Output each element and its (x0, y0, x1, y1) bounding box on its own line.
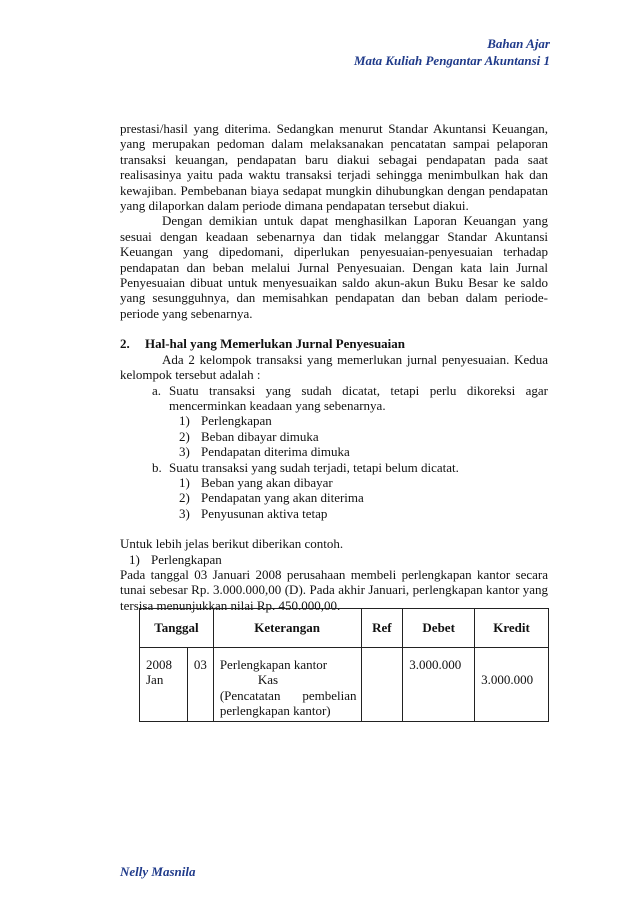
cell-ref (361, 648, 403, 722)
header-course-title: Mata Kuliah Pengantar Akuntansi 1 (353, 53, 550, 68)
section-title: Hal-hal yang Memerlukan Jurnal Penyesuaian (145, 336, 406, 352)
account-debit: Perlengkapan kantor (219, 657, 328, 672)
cell-debet: 3.000.000 (403, 648, 475, 722)
header-debet: Debet (403, 609, 475, 648)
example-heading (129, 552, 548, 567)
list-item (179, 429, 548, 444)
example-label: 1) (129, 551, 140, 567)
header-course-type: Bahan Ajar (487, 36, 550, 51)
cell-year-month (140, 648, 188, 722)
example-title: Perlengkapan (151, 551, 222, 567)
item-text: Pendapatan diterima dimuka (201, 444, 350, 460)
list-item (179, 490, 548, 505)
item-text: Pendapatan yang akan diterima (201, 490, 364, 506)
cell-day: 03 (187, 648, 213, 722)
note-part-a: (Pencatatan (219, 687, 281, 703)
group-a-items (179, 413, 548, 459)
group-b (152, 460, 548, 475)
table-row (140, 648, 549, 722)
note-line (220, 688, 357, 703)
item-text: Beban yang akan dibayar (201, 474, 333, 490)
note-part-b: pembelian (302, 687, 357, 703)
item-label: 1) (179, 413, 190, 429)
table-header-row (140, 609, 549, 648)
group-label: a. (152, 382, 162, 398)
header-ref: Ref (361, 609, 403, 648)
group-text: Suatu transaksi yang sudah dicatat, tetapi perlu dikoreksi agar mencerminkan keadaan yang sebenarnya. (169, 382, 548, 413)
list-item (179, 475, 548, 490)
paragraph-2: Dengan demikian untuk dapat menghasilkan Laporan Keuangan yang sesuai dengan keadaan sebenarnya dan tidak melanggar Standar Akuntansi Keuangan yang dipedomani, diperlukan penyesuaian-penyesuaian terhadap pendapatan dan beban melalui Jurnal Penyesuaian. Dengan kata lain Jurnal Penyesuaian dibuat untuk menyesuaikan saldo akun-akun Buku Besar ke saldo yang sesungguhnya, dan memisahkan pendapatan dan beban dalam periode-periode yang sebenarnya. (120, 213, 548, 321)
header-tanggal: Tanggal (140, 609, 214, 648)
cell-kredit: 3.000.000 (475, 648, 549, 722)
group-list (152, 460, 548, 475)
example-text: Pada tanggal 03 Januari 2008 perusahaan membeli perlengkapan kantor secara tunai sebesar Rp. 3.000.000,00 (D). Pada akhir Januari, perlengkapan kantor yang tersisa menunjukkan nilai Rp. 450.000,00. (120, 566, 548, 613)
cell-keterangan (213, 648, 361, 722)
journal-table (139, 608, 549, 722)
item-text: Perlengkapan (201, 413, 272, 429)
note-line-2: perlengkapan kantor) (219, 703, 331, 719)
item-label: 2) (179, 428, 190, 444)
example-intro: Untuk lebih jelas berikut diberikan contoh. (120, 536, 344, 552)
section-heading (120, 336, 548, 351)
group-b-items (179, 475, 548, 521)
footer-author: Nelly Masnila (120, 864, 196, 879)
item-text: Penyusunan aktiva tetap (201, 505, 328, 521)
section-number: 2. (120, 336, 130, 352)
item-label: 1) (179, 474, 190, 490)
header-kredit: Kredit (475, 609, 549, 648)
list-item (179, 413, 548, 428)
paragraph-1: prestasi/hasil yang diterima. Sedangkan menurut Standar Akuntansi Keuangan, yang merupakan pedoman dalam melaksanakan pencatatan sampai pelaporan transaksi keuangan, pendapatan baru diakui sebagai pendapatan pada saat realisasinya yaitu pada waktu transaksi terjadi sehingga menimbulkan hak dan kewajiban. Pembebanan biaya sedapat mungkin dihubungkan dengan pendapatan yang dilaporkan dalam periode dimana pendapatan tersebut diakui. (120, 121, 548, 214)
item-label: 2) (179, 490, 190, 506)
item-label: 3) (179, 505, 190, 521)
cell-year: 2008 (146, 657, 172, 672)
group-list (152, 383, 548, 414)
group-label: b. (152, 459, 162, 475)
item-label: 3) (179, 444, 190, 460)
account-credit: Kas (257, 672, 279, 688)
group-text: Suatu transaksi yang sudah terjadi, tetapi belum dicatat. (169, 459, 459, 475)
item-text: Beban dibayar dimuka (201, 428, 319, 444)
list-item (179, 444, 548, 459)
group-a (152, 383, 548, 414)
section-intro: Ada 2 kelompok transaksi yang memerlukan jurnal penyesuaian. Kedua kelompok tersebut adalah : (120, 351, 548, 383)
cell-month: Jan (146, 672, 164, 688)
list-item (179, 506, 548, 521)
header-keterangan: Keterangan (213, 609, 361, 648)
document-body (120, 121, 548, 613)
